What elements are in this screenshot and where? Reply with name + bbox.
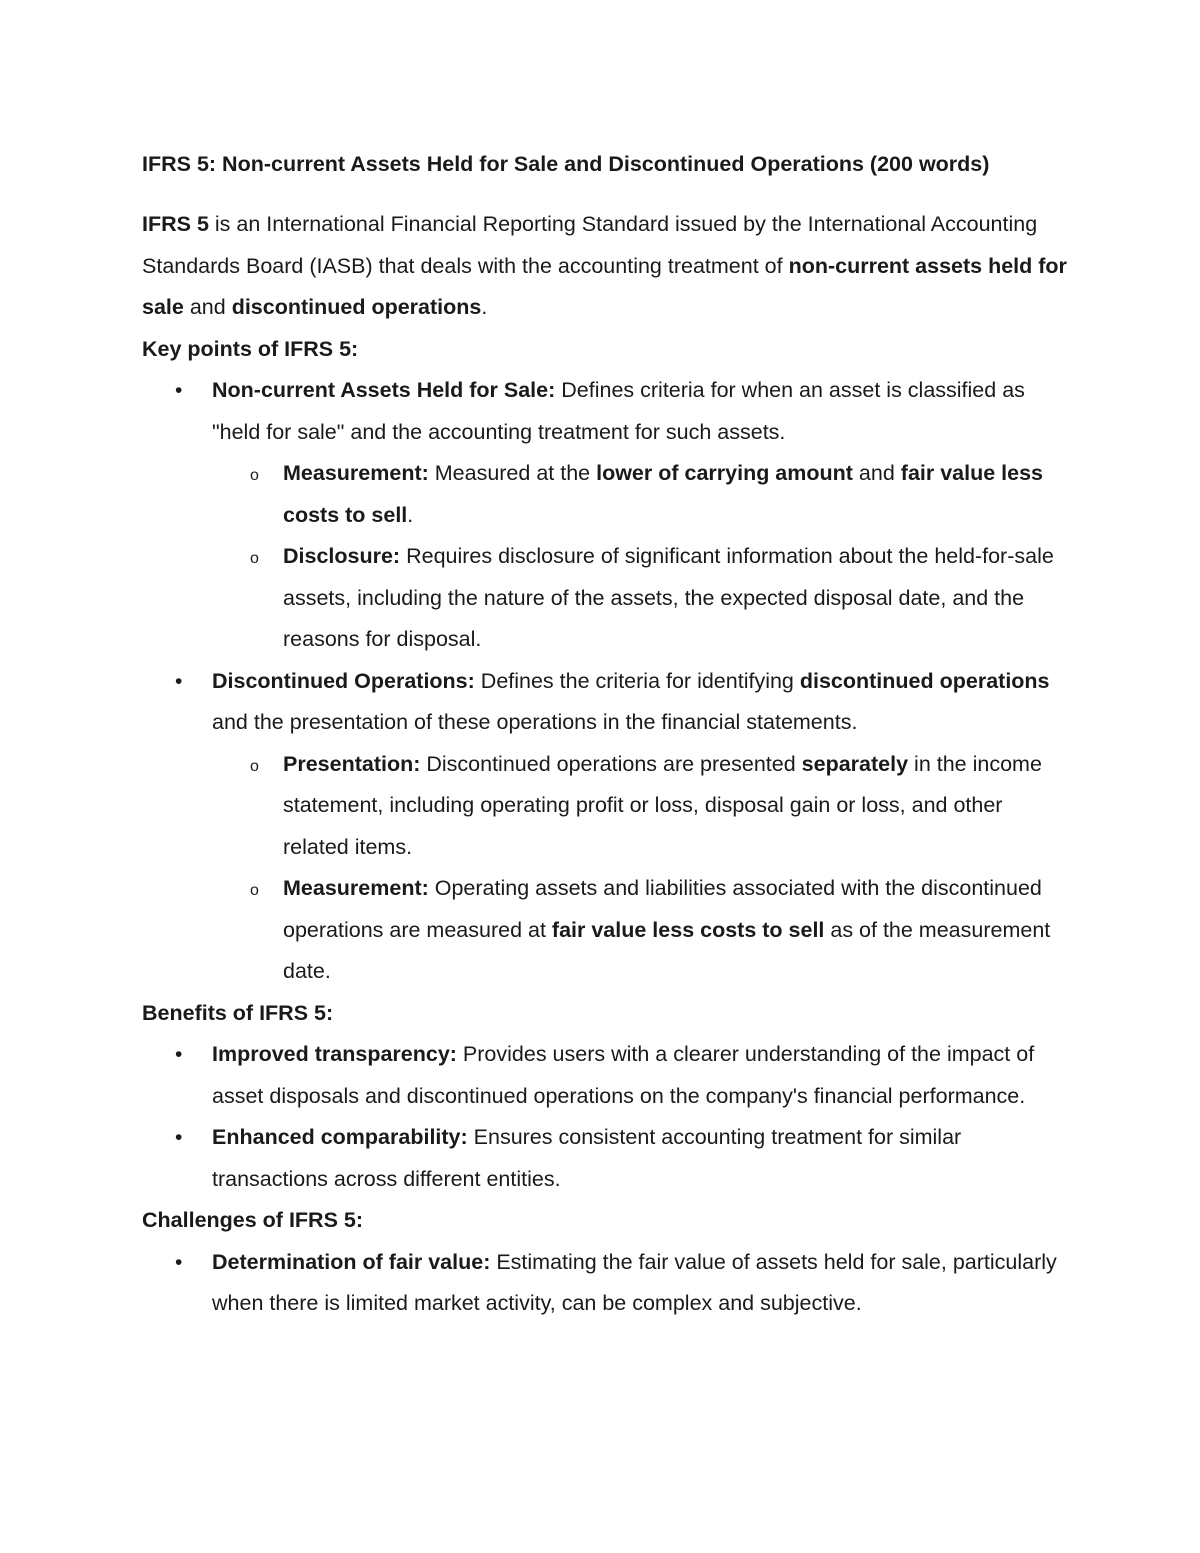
bullet-icon: • [175,1126,183,1149]
intro-paragraph [142,204,1072,329]
item-label: Enhanced comparability: [212,1125,468,1149]
sub-item-text: and [852,461,901,485]
sub-item-text: Operating assets and liabilities associated with the discontinued operations are measured at [283,876,1042,942]
sub-item-label: Presentation: [283,751,421,776]
sub-item-bold: lower of carrying amount [596,461,853,485]
sub-item-label: Measurement: [283,461,429,485]
benefits-list [142,1034,1072,1200]
item-text: Defines the criteria for identifying [474,668,800,693]
intro-bold-discontinued: discontinued operations [231,295,482,319]
item-text: Ensures consistent accounting treatment for similar transactions across different entities. [212,1125,962,1191]
sub-item-bold: separately [801,751,909,776]
item-text: and the presentation of these operations in the financial statements. [212,710,858,734]
intro-period: . [481,295,488,319]
item-label: Non-current Assets Held for Sale: [212,378,556,402]
item-text: Provides users with a clearer understanding of the impact of asset disposals and discontinued operations on the company's financial performance. [212,1042,1035,1108]
item-text: Estimating the fair value of assets held for sale, particularly when there is limited market activity, can be complex and subjective. [212,1249,1057,1315]
intro-and: and [183,295,232,319]
sub-item-label: Disclosure: [283,544,401,568]
list-item [142,1034,1072,1117]
intro-text: is an International Financial Reporting Standard issued by the International Accounting Standards Board (IASB) that deals with the accounting treatment of [142,212,1038,278]
document-title: IFRS 5: Non-current Assets Held for Sale and Discontinued Operations (200 words) [142,152,990,176]
benefits-heading: Benefits of IFRS 5: [142,1000,334,1025]
bullet-icon: • [175,669,183,693]
sub-bullet-icon: o [250,550,259,567]
sub-item-text: . [407,502,414,527]
sub-item-bold: fair value less costs to sell [551,917,825,942]
sub-bullet-icon: o [250,467,259,484]
sub-list [212,744,1072,993]
list-item [142,1242,1072,1325]
item-label: Improved transparency: [212,1042,457,1066]
bullet-icon: • [175,1043,183,1066]
sub-item-bold: fair value less costs to sell [283,461,1044,527]
list-item [142,1117,1072,1200]
sub-item-text: Measured at the [428,461,597,485]
sub-list-item [212,536,1072,661]
sub-list-item [212,453,1072,536]
challenges-list [142,1242,1072,1325]
list-item [142,661,1072,993]
item-label: Discontinued Operations: [212,668,475,693]
bullet-icon: • [175,379,183,402]
item-bold: discontinued operations [799,668,1050,693]
item-text: Defines criteria for when an asset is classified as "held for sale" and the accounting treatment for such assets. [212,378,1025,444]
sub-item-text: in the income statement, including operating profit or loss, disposal gain or loss, and other related items. [283,751,1042,859]
sub-bullet-icon: o [250,882,259,899]
sub-item-text: as of the measurement date. [283,917,1051,983]
sub-bullet-icon: o [250,757,259,775]
sub-item-label: Measurement: [283,876,429,900]
sub-list-item [212,744,1072,869]
list-item [142,370,1072,661]
challenges-heading: Challenges of IFRS 5: [142,1208,364,1232]
sub-list-item [212,868,1072,993]
document-page [142,146,1072,1325]
key-points-heading: Key points of IFRS 5: [142,336,359,361]
sub-list [212,453,1072,661]
intro-bold-assets: non-current assets held for sale [142,253,1067,319]
item-label: Determination of fair value: [212,1249,491,1274]
sub-item-text: Discontinued operations are presented [420,751,802,776]
bullet-icon: • [175,1250,183,1274]
sub-item-text: Requires disclosure of significant information about the held-for-sale assets, including the nature of the assets, the expected disposal date, and the reasons for disposal. [283,544,1054,651]
intro-bold-ifrs5: IFRS 5 [142,212,209,236]
key-points-list [142,370,1072,993]
